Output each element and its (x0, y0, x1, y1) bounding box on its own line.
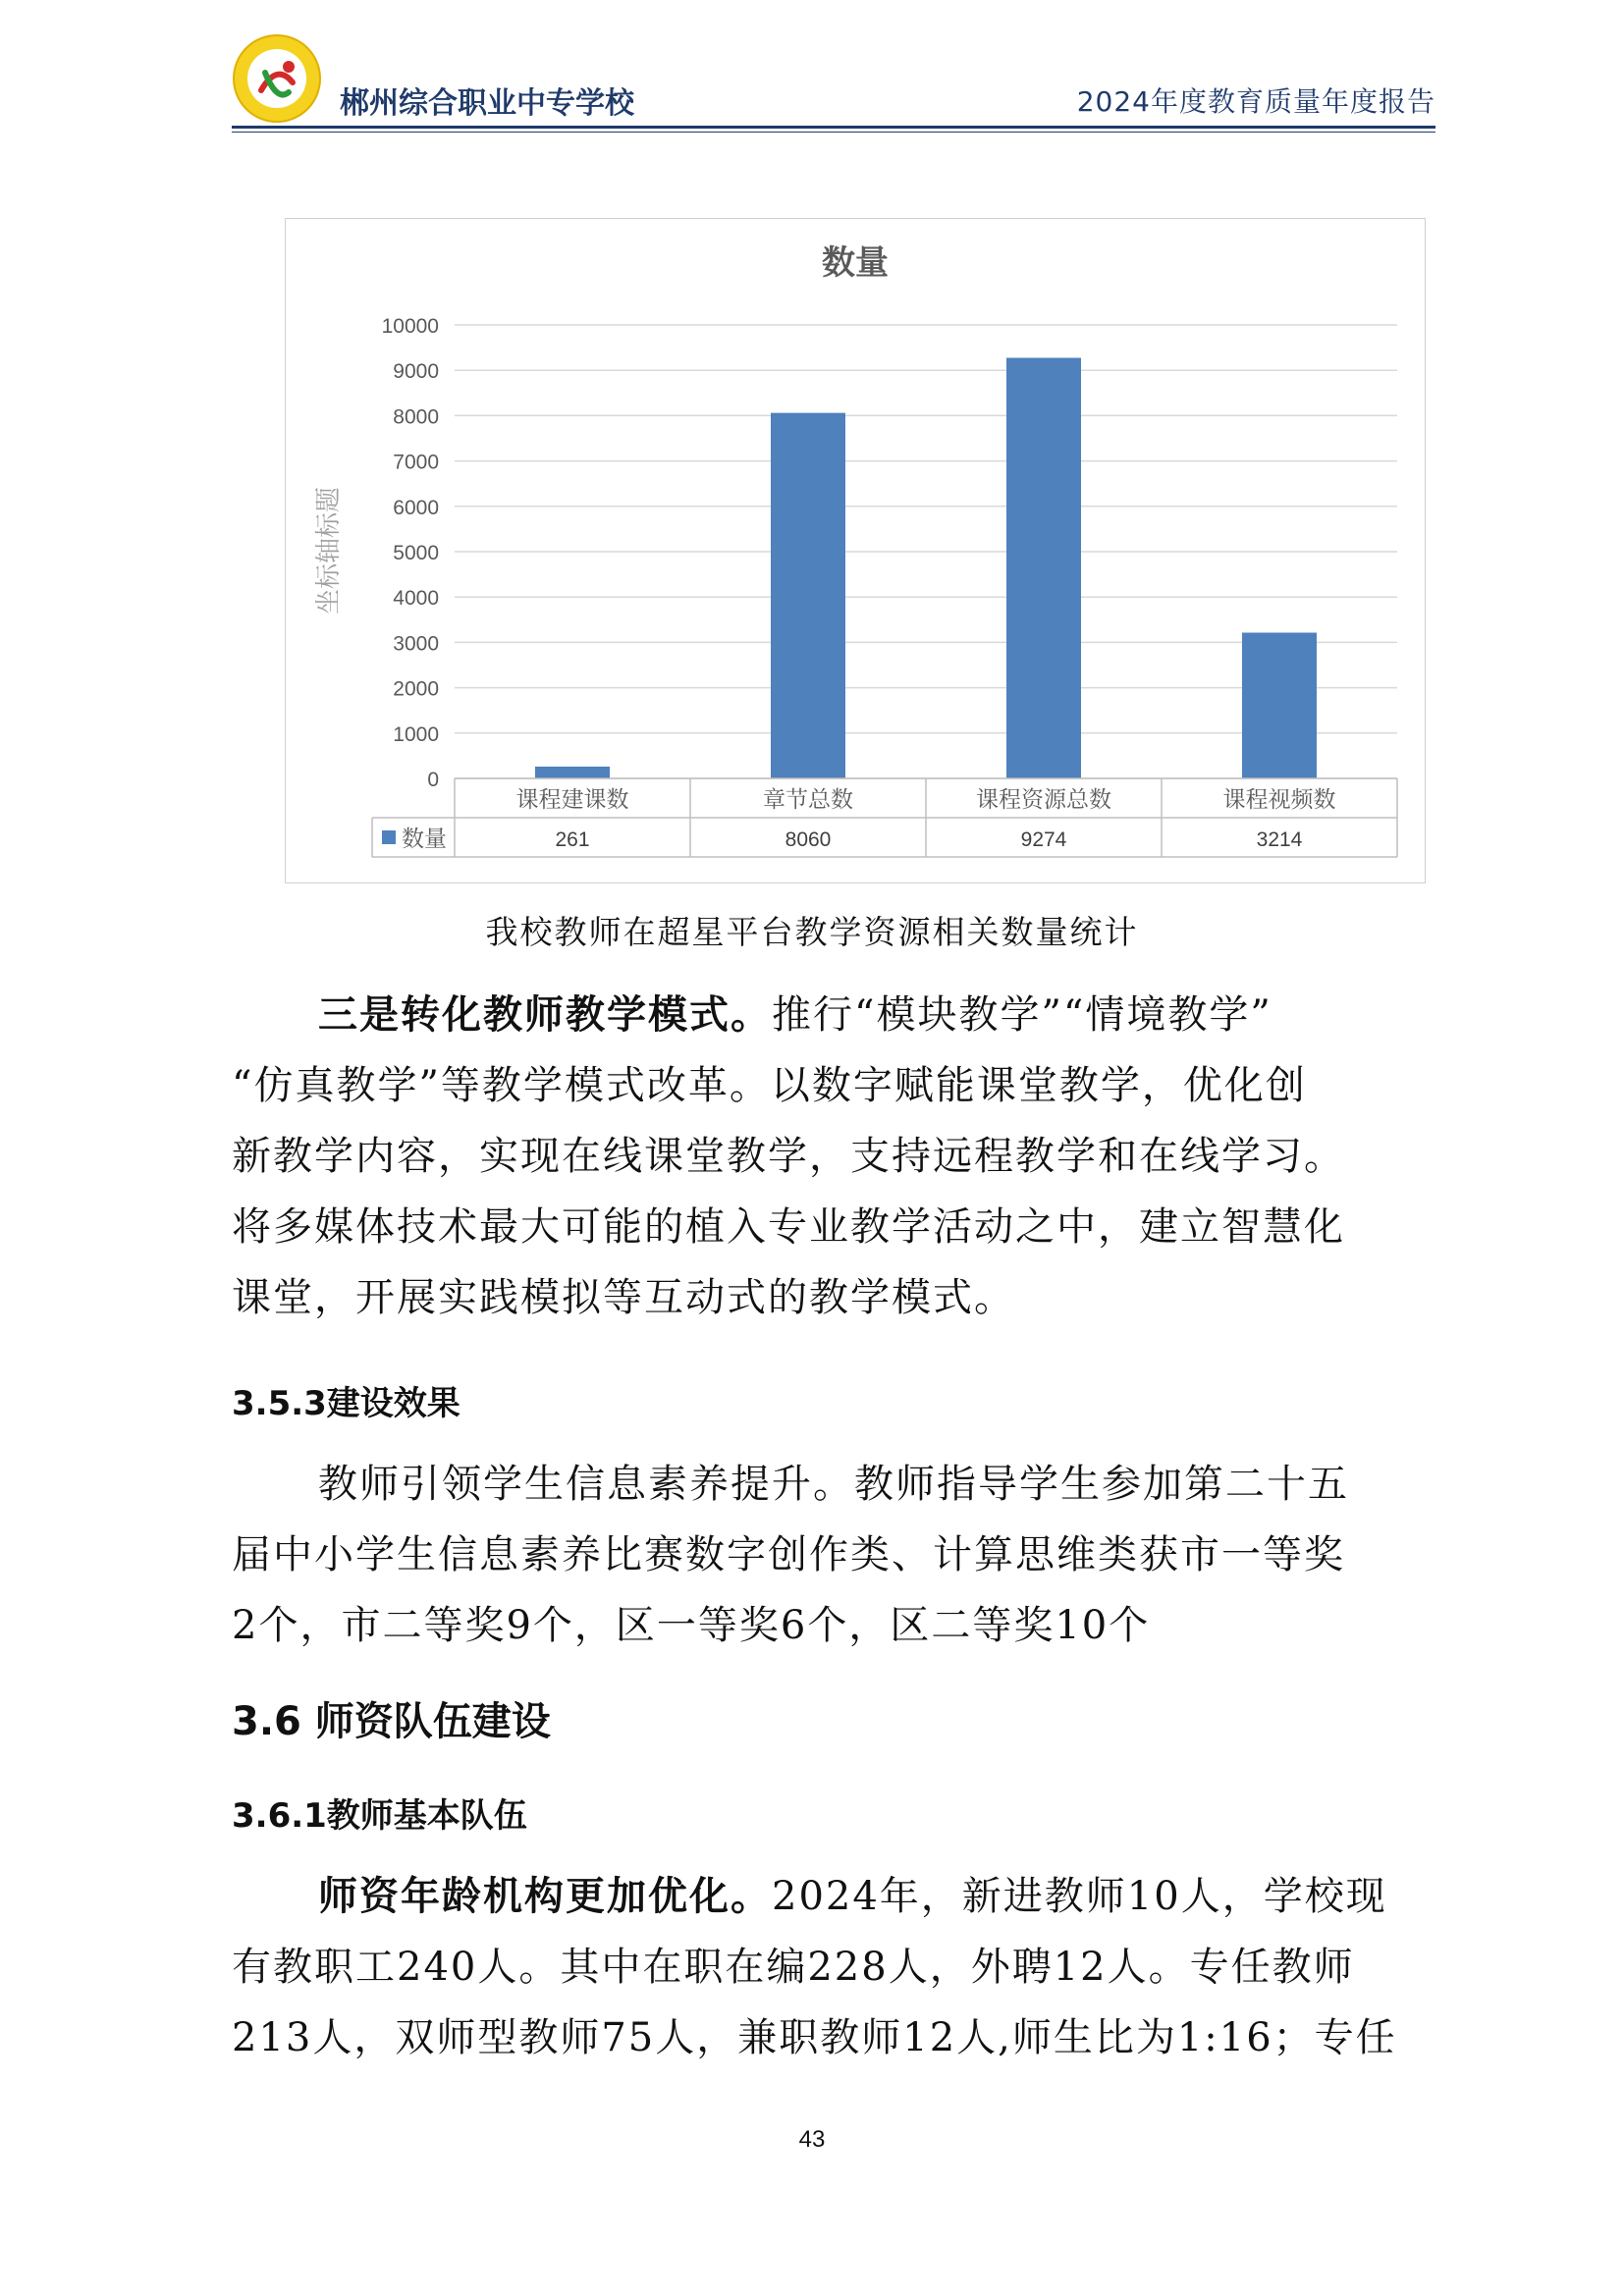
chart-title: 数量 (822, 243, 889, 283)
chart-y-tick-label: 5000 (393, 542, 439, 564)
paragraph-text: 2024年，新进教师10人，学校现 (772, 1874, 1387, 1919)
school-logo-emblem (232, 33, 322, 124)
chart-y-tick-label: 10000 (381, 315, 439, 338)
chart-y-axis-title: 坐标轴标题 (314, 486, 344, 615)
chart-y-tick-label: 8000 (393, 405, 439, 429)
page-header (232, 27, 1435, 135)
paragraph-line: 届中小学生信息素养比赛数字创作类、计算思维类获市一等奖 (232, 1532, 1345, 1577)
paragraph-line (232, 980, 1435, 1050)
chart-data-label: 261 (555, 828, 590, 851)
chart-y-tick-label: 4000 (393, 587, 439, 611)
paragraph-line: 教师引领学生信息素养提升。教师指导学生参加第二十五 (318, 1462, 1349, 1507)
paragraph-line: 将多媒体技术最大可能的植入专业教学活动之中，建立智慧化 (232, 1204, 1345, 1250)
chart-bar (535, 767, 610, 778)
chart-x-tick-label: 课程建课数 (515, 787, 629, 813)
chart-y-tick-label: 3000 (393, 632, 439, 656)
chart-data-label: 3214 (1256, 828, 1303, 851)
chart-bar (771, 413, 845, 778)
chart-x-tick-label: 课程资源总数 (976, 787, 1111, 813)
chart-data-table (372, 778, 1397, 857)
chart-bar (1242, 633, 1317, 778)
paragraph-teaching-mode (232, 980, 1435, 1333)
paragraph-line: 课堂，开展实践模拟等互动式的教学模式。 (232, 1275, 1015, 1320)
chart-y-ticks (382, 315, 439, 791)
chart-data-label: 8060 (785, 828, 832, 851)
chart-legend-swatch (382, 830, 396, 844)
chart-bar (1006, 358, 1081, 778)
chart-svg (286, 219, 1425, 882)
section-heading-3-6-1: 3.6.1教师基本队伍 (232, 1796, 527, 1836)
school-logo (232, 33, 322, 124)
chart-bars (535, 358, 1317, 778)
paragraph-line: 213人，双师型教师75人，兼职教师12人,师生比为1:16；专任 (232, 2015, 1397, 2060)
chart-x-tick-label: 章节总数 (763, 787, 853, 813)
header-rule-thin (232, 132, 1435, 133)
paragraph-line: 新教学内容，实现在线课堂教学，支持远程教学和在线学习。 (232, 1134, 1345, 1179)
chart-y-tick-label: 9000 (393, 360, 439, 384)
paragraph-construction-effect (232, 1449, 1435, 1661)
chart-caption: 我校教师在超星平台教学资源相关数量统计 (485, 913, 1139, 951)
chart-legend-label: 数量 (402, 827, 447, 852)
section-heading-3-5-3: 3.5.3建设效果 (232, 1384, 460, 1423)
section-heading-3-6: 3.6 师资队伍建设 (232, 1699, 551, 1744)
bar-chart (285, 218, 1426, 883)
paragraph-lead: 三是转化教师教学模式。 (318, 992, 772, 1038)
chart-y-tick-label: 1000 (393, 722, 439, 746)
header-rule (232, 126, 1435, 129)
chart-y-tick-label: 6000 (393, 496, 439, 519)
paragraph-lead: 师资年龄机构更加优化。 (318, 1874, 772, 1919)
page-number: 43 (798, 2126, 826, 2153)
chart-x-tick-label: 课程视频数 (1222, 787, 1336, 813)
report-title: 2024年度教育质量年度报告 (1076, 85, 1435, 118)
paragraph-line: “仿真教学”等教学模式改革。以数字赋能课堂教学，优化创 (232, 1063, 1307, 1108)
paragraph-text: 推行“模块教学”“情境教学” (772, 992, 1272, 1038)
paragraph-line (232, 1861, 1435, 1932)
chart-y-tick-label: 2000 (393, 677, 439, 701)
paragraph-teacher-team (232, 1861, 1435, 2073)
paragraph-line: 2个，市二等奖9个，区一等奖6个，区二等奖10个 (232, 1603, 1151, 1648)
school-name: 郴州综合职业中专学校 (340, 86, 634, 121)
chart-y-tick-label: 7000 (393, 451, 439, 474)
chart-y-tick-label: 0 (427, 769, 439, 791)
paragraph-line: 有教职工240人。其中在职在编228人，外聘12人。专任教师 (232, 1945, 1355, 1990)
chart-data-label: 9274 (1020, 828, 1067, 851)
